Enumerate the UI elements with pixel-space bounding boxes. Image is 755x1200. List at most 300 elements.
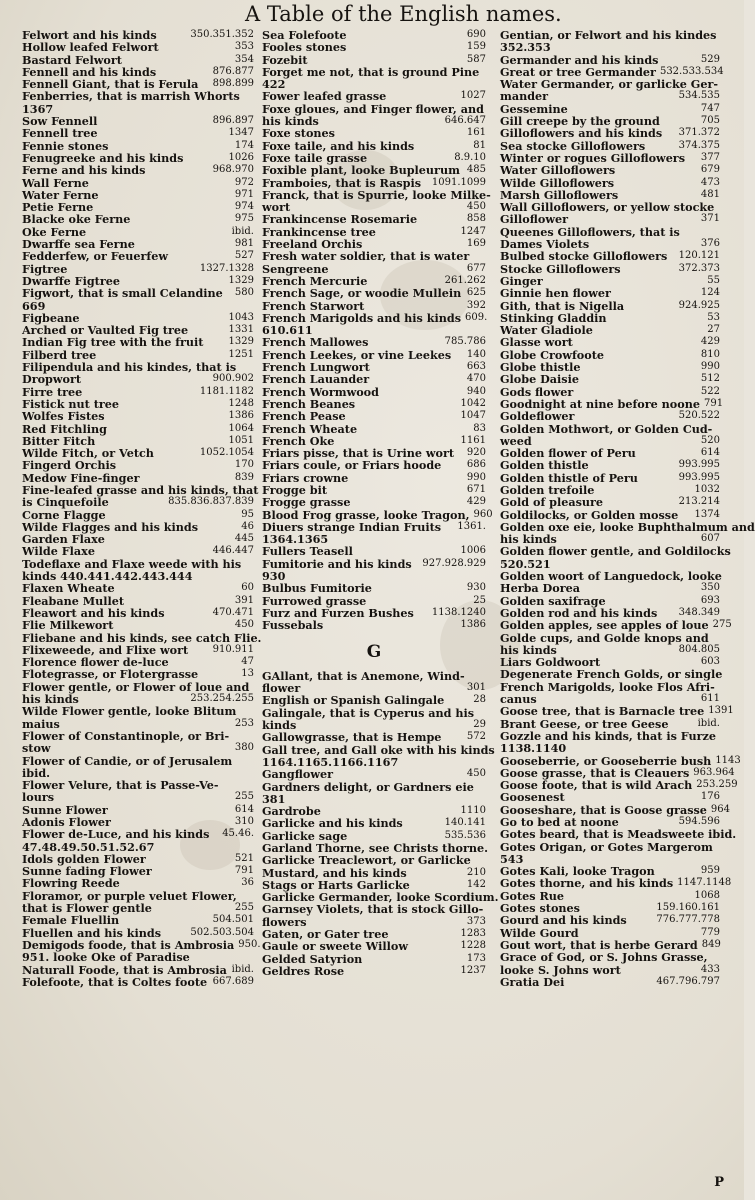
entry-name: Sea Folefoote xyxy=(262,28,347,42)
entry-name: Liars Goldwoort xyxy=(500,655,601,670)
entry-name: 1367 xyxy=(22,101,54,116)
entry-pages: 1006 xyxy=(460,545,486,557)
entry-pages: 747 xyxy=(700,102,720,114)
entry-pages: 930 xyxy=(466,582,486,594)
entry-pages: 776.777.778 xyxy=(656,914,720,926)
entry-pages: 1052.1054 xyxy=(199,447,254,459)
entry-pages: 446.447 xyxy=(212,545,254,557)
entry-name: his kinds xyxy=(22,692,79,707)
index-entry xyxy=(22,619,254,631)
index-entry xyxy=(262,164,486,176)
index-entry xyxy=(500,300,720,312)
entry-pages: 1047 xyxy=(460,410,486,422)
entry-name: Fullers Teasell xyxy=(262,544,353,559)
entry-pages: 504.501 xyxy=(212,914,254,926)
index-column-1 xyxy=(22,28,262,1189)
index-entry xyxy=(22,951,254,963)
entry-pages: 705 xyxy=(700,115,720,127)
entry-name: Mustard, and his kinds xyxy=(262,865,407,880)
entry-pages: 433 xyxy=(700,963,720,975)
entry-pages: 667.689 xyxy=(212,975,254,987)
entry-name: Dames Violets xyxy=(500,237,590,252)
entry-name: kinds 440.441.442.443.444 xyxy=(22,569,193,584)
index-entry xyxy=(262,336,486,348)
entry-name: Medow Fine-finger xyxy=(22,470,140,485)
entry-pages: 350 xyxy=(700,582,720,594)
index-entry xyxy=(22,164,254,176)
entry-name: Gilloflowers and his kinds xyxy=(500,126,663,141)
entry-pages: 990 xyxy=(466,471,486,483)
entry-name: Freeland Orchis xyxy=(262,237,363,252)
entry-pages: 467.796.797 xyxy=(656,975,720,987)
index-entry xyxy=(22,300,254,312)
entry-pages: 993.995 xyxy=(678,471,720,483)
entry-pages: 502.503.504 xyxy=(190,926,254,938)
entry-name: Golden flower of Peru xyxy=(500,446,636,461)
entry-pages: 609. xyxy=(465,311,488,323)
entry-name: Blood Frog grasse, looke Tragon, xyxy=(262,507,470,522)
index-entry xyxy=(262,558,486,570)
entry-name: Fumitorie and his kinds xyxy=(262,556,412,571)
entry-name: flower xyxy=(262,681,301,696)
entry-pages: 614 xyxy=(700,447,720,459)
entry-pages: 140.141 xyxy=(444,817,486,829)
entry-name: weed xyxy=(500,433,532,448)
entry-name: Fower leafed grasse xyxy=(262,89,387,104)
entry-name: Gardners delight, or Gardners eie xyxy=(262,779,474,794)
entry-name: Friars pisse, that is Urine wort xyxy=(262,446,455,461)
entry-name: Glasse wort xyxy=(500,335,573,350)
entry-name: French Mercurie xyxy=(262,273,368,288)
entry-name: Gout wort, that is herbe Gerard xyxy=(500,937,698,952)
entry-name: Garlicke Germander, looke Scordium. xyxy=(262,890,499,905)
entry-name: Dwarffe Figtree xyxy=(22,273,120,288)
index-entry xyxy=(500,250,720,262)
index-entry xyxy=(262,287,486,299)
entry-name: Filipendula and his kindes, that is xyxy=(22,360,237,375)
entry-name: wort xyxy=(262,200,291,215)
entry-name: Golden thistle of Peru xyxy=(500,470,638,485)
entry-pages: 253.259 xyxy=(696,779,738,791)
index-entry xyxy=(500,459,720,471)
entry-name: Folefoote, that is Coltes foote xyxy=(22,974,208,989)
entry-name: French Lungwort xyxy=(262,360,370,375)
entry-name: Frogge grasse xyxy=(262,495,351,510)
index-entry xyxy=(262,694,486,706)
entry-name: Goodnight at nine before noone xyxy=(500,396,700,411)
entry-name: Figbeane xyxy=(22,310,80,325)
index-entry xyxy=(22,828,254,840)
entry-name: Gotes stones xyxy=(500,901,580,916)
index-entry xyxy=(500,753,741,768)
entry-pages: 55 xyxy=(707,274,720,286)
entry-name: Geldres Rose xyxy=(262,963,345,978)
entry-pages: 535.536 xyxy=(444,829,486,841)
entry-name: Fliebane and his kinds, see catch Flie. xyxy=(22,630,262,645)
entry-name: Goldeflower xyxy=(500,409,575,424)
entry-name: French Wheate xyxy=(262,421,358,436)
index-entry xyxy=(22,287,254,299)
entry-pages: 95 xyxy=(241,508,254,520)
entry-pages: 614 xyxy=(234,803,254,815)
entry-name: Foxe taile grasse xyxy=(262,150,368,165)
entry-name: Globe Daisie xyxy=(500,372,579,387)
entry-pages: 924.925 xyxy=(678,299,720,311)
entry-pages: 174 xyxy=(234,139,254,151)
entry-name: Bastard Felwort xyxy=(22,52,122,67)
index-entry xyxy=(500,841,720,853)
index-entry xyxy=(262,496,486,508)
entry-name: Floramor, or purple veluet Flower, xyxy=(22,888,237,903)
entry-name: Female Fluellin xyxy=(22,913,120,928)
entry-pages: 520.522 xyxy=(678,410,720,422)
entry-name: French Lauander xyxy=(262,372,370,387)
entry-pages: 785.786 xyxy=(444,336,486,348)
entry-name: Fleabane Mullet xyxy=(22,593,125,608)
entry-name: Goosenest xyxy=(500,790,565,805)
entry-name: Frankincense Rosemarie xyxy=(262,212,418,227)
index-entry xyxy=(22,496,254,508)
entry-pages: 473 xyxy=(700,176,720,188)
entry-name: Gangflower xyxy=(262,767,333,782)
entry-name: 669 xyxy=(22,298,46,313)
entry-name: Water Ferne xyxy=(22,187,99,202)
entry-pages: 900.902 xyxy=(212,373,254,385)
entry-pages: 261.262 xyxy=(444,274,486,286)
entry-pages: 1251 xyxy=(228,348,254,360)
entry-name: Flie Milkewort xyxy=(22,618,114,633)
index-entry xyxy=(262,545,486,557)
entry-pages: 963.964 xyxy=(693,766,735,778)
entry-name: Dwarffe sea Ferne xyxy=(22,237,135,252)
entry-name: Golden Mothwort, or Golden Cud- xyxy=(500,421,713,436)
entry-name: Golden oxe eie, looke Buphthalmum and xyxy=(500,519,755,534)
entry-pages: 974 xyxy=(234,201,254,213)
entry-pages: 348.349 xyxy=(678,606,720,618)
index-entry xyxy=(22,41,254,53)
entry-pages: 429 xyxy=(466,496,486,508)
entry-name: maius xyxy=(22,716,60,731)
index-entry xyxy=(262,768,486,780)
entry-pages: 607 xyxy=(700,533,720,545)
entry-name: Foxe stones xyxy=(262,126,335,141)
index-entry xyxy=(22,177,254,189)
entry-name: Gotes Origan, or Gotes Margerom xyxy=(500,839,713,854)
index-entry xyxy=(262,177,486,189)
entry-name: Wall Ferne xyxy=(22,175,89,190)
entry-name: 422 xyxy=(262,77,286,92)
entry-pages: 1327.1328 xyxy=(199,262,254,274)
entry-pages: 858 xyxy=(466,213,486,225)
entry-pages: 1064 xyxy=(228,422,254,434)
entry-name: Figwort, that is small Celandine xyxy=(22,286,223,301)
entry-pages: 572 xyxy=(466,731,486,743)
entry-name: Foxe gloues, and Finger flower, and xyxy=(262,101,484,116)
entry-name: Fennie stones xyxy=(22,138,109,153)
index-entry xyxy=(500,742,720,754)
entry-name: Sunne fading Flower xyxy=(22,864,152,879)
entry-name: Bitter Fitch xyxy=(22,433,96,448)
entry-pages: 1347 xyxy=(228,127,254,139)
entry-pages: 810 xyxy=(700,348,720,360)
entry-name: Diuers strange Indian Fruits xyxy=(262,519,442,534)
entry-pages: 120.121 xyxy=(678,250,720,262)
entry-pages: 253.254.255 xyxy=(190,693,254,705)
entry-name: French Oke xyxy=(262,433,335,448)
index-entry xyxy=(500,632,720,644)
index-entry xyxy=(262,187,491,202)
entry-pages: 470 xyxy=(466,373,486,385)
page-title: A Table of the English names. xyxy=(245,2,562,26)
entry-name: Stags or Harts Garlicke xyxy=(262,877,410,892)
entry-pages: 445 xyxy=(234,533,254,545)
entry-pages: 690 xyxy=(466,29,486,40)
entry-pages: 587 xyxy=(466,53,486,65)
entry-name: Florence flower de-luce xyxy=(22,655,169,670)
index-entry xyxy=(262,459,486,471)
entry-name: Red Fitchling xyxy=(22,421,107,436)
entry-name: Felwort and his kinds xyxy=(22,28,157,42)
entry-pages: 350.351.352 xyxy=(190,29,254,40)
entry-name: 520.521 xyxy=(500,556,551,571)
index-entry xyxy=(500,582,720,594)
entry-name: Golden apples, see apples of loue xyxy=(500,618,709,633)
entry-pages: 527 xyxy=(234,250,254,262)
index-entry xyxy=(22,877,254,889)
entry-name: his kinds xyxy=(500,532,557,547)
entry-pages: 1032 xyxy=(694,483,720,495)
entry-name: Gardrobe xyxy=(262,804,321,819)
entry-name: his kinds xyxy=(500,642,557,657)
entry-name: is Cinquefoile xyxy=(22,495,109,510)
entry-name: French Pease xyxy=(262,409,346,424)
entry-name: Goose tree, that is Barnacle tree xyxy=(500,704,705,719)
entry-pages: 60 xyxy=(241,582,254,594)
entry-name: Golden trefoile xyxy=(500,482,595,497)
index-entry xyxy=(500,423,720,435)
entry-pages: 679 xyxy=(700,164,720,176)
index-entry xyxy=(262,582,486,594)
entry-pages: 625 xyxy=(466,287,486,299)
entry-name: Demigods foode, that is Ambrosia xyxy=(22,937,235,952)
index-entry xyxy=(22,213,254,225)
entry-name: lours xyxy=(22,790,55,805)
index-entry xyxy=(22,730,254,742)
entry-pages: 1043 xyxy=(228,311,254,323)
entry-name: Gourd and his kinds xyxy=(500,913,627,928)
entry-name: Garden Flaxe xyxy=(22,532,105,547)
entry-pages: 371 xyxy=(700,213,720,225)
index-entry xyxy=(22,705,254,717)
entry-pages: 693 xyxy=(700,594,720,606)
entry-pages: 898.899 xyxy=(212,78,254,90)
index-entry xyxy=(262,781,486,793)
entry-pages: 124 xyxy=(700,287,720,299)
entry-pages: 975 xyxy=(234,213,254,225)
index-entry xyxy=(22,742,254,754)
entry-name: Gall tree, and Gall oke with his kinds xyxy=(262,742,495,757)
entry-name: Water Gladiole xyxy=(500,323,593,338)
entry-pages: 671 xyxy=(466,483,486,495)
index-entry xyxy=(22,90,254,102)
entry-pages: 470.471 xyxy=(212,606,254,618)
entry-name: Dropwort xyxy=(22,372,82,387)
entry-pages: 1138.1240 xyxy=(431,606,486,618)
entry-name: Oke Ferne xyxy=(22,224,87,239)
entry-name: Go to bed at noone xyxy=(500,815,619,829)
entry-pages: 981 xyxy=(234,238,254,250)
entry-pages: 779 xyxy=(700,926,720,938)
entry-name: Gilloflower xyxy=(500,212,569,227)
page-signature-mark: P xyxy=(714,1175,724,1190)
entry-pages: 275 xyxy=(712,619,732,631)
entry-name: Gotes Rue xyxy=(500,888,565,903)
index-entry xyxy=(22,336,254,348)
entry-name: Garlicke sage xyxy=(262,828,348,843)
index-entry xyxy=(500,164,720,176)
entry-pages: 159.160.161 xyxy=(656,902,720,914)
entry-name: Blacke oke Ferne xyxy=(22,212,131,227)
entry-name: Wilde Flaxe xyxy=(22,544,95,559)
entry-name: Filberd tree xyxy=(22,347,97,362)
entry-pages: 971 xyxy=(234,188,254,200)
entry-pages: 964 xyxy=(710,803,730,815)
entry-pages: 972 xyxy=(234,176,254,188)
entry-pages: 169 xyxy=(466,238,486,250)
index-entry xyxy=(500,791,720,803)
entry-name: French Starwort xyxy=(262,298,365,313)
entry-pages: 142 xyxy=(466,878,486,890)
entry-pages: ibid. xyxy=(697,717,720,729)
entry-name: Garland Thorne, see Christs thorne. xyxy=(262,841,488,855)
entry-pages: 1051 xyxy=(228,434,254,446)
entry-name: Wolfes Fistes xyxy=(22,409,105,424)
entry-pages: 1331 xyxy=(228,324,254,336)
index-entry xyxy=(500,287,720,299)
entry-name: 1364.1365 xyxy=(262,532,329,547)
entry-pages: 1361. xyxy=(457,520,486,532)
entry-name: Gelded Satyrion xyxy=(262,951,363,966)
index-entry xyxy=(500,496,720,508)
entry-name: Naturall Foode, that is Ambrosia xyxy=(22,962,227,977)
index-column-3 xyxy=(500,28,755,1189)
entry-pages: 170 xyxy=(234,459,254,471)
entry-name: Globe Crowfoote xyxy=(500,347,605,362)
index-entry xyxy=(22,630,262,645)
entry-pages: 354 xyxy=(234,53,254,65)
index-entry xyxy=(500,127,720,139)
entry-name: his kinds xyxy=(262,114,319,129)
index-entry xyxy=(500,876,732,891)
entry-name: Friars crowne xyxy=(262,470,349,485)
entry-name: Fresh water soldier, that is water xyxy=(262,249,470,264)
entry-name: Great or tree Germander xyxy=(500,64,656,79)
entry-name: Gallowgrasse, that is Hempe xyxy=(262,730,442,745)
index-entry xyxy=(22,582,254,594)
entry-name: French Marigolds, looke Flos Afri- xyxy=(500,679,715,694)
entry-name: Gessemine xyxy=(500,101,568,116)
entry-name: Foxible plant, looke Bupleurum xyxy=(262,163,460,178)
entry-pages: 13 xyxy=(241,668,254,680)
entry-name: flowers xyxy=(262,914,307,929)
index-entry xyxy=(262,213,486,225)
entry-name: 1164.1165.1166.1167 xyxy=(262,754,399,769)
index-entry xyxy=(262,373,486,385)
entry-pages: 580 xyxy=(234,287,254,299)
entry-name: 930 xyxy=(262,569,286,584)
index-entry xyxy=(500,213,720,225)
entry-name: Adonis Flower xyxy=(22,815,111,829)
index-entry xyxy=(22,410,254,422)
entry-name: Garlicke and his kinds xyxy=(262,816,403,831)
entry-pages: 373 xyxy=(466,915,486,927)
entry-pages: 28 xyxy=(473,694,486,706)
entry-name: Golden flower gentle, and Goldilocks xyxy=(500,544,731,559)
index-entry xyxy=(22,755,254,767)
entry-name: Stocke Gilloflowers xyxy=(500,261,621,276)
index-entry xyxy=(262,127,486,139)
index-entry xyxy=(22,373,254,385)
index-entry xyxy=(500,618,732,633)
entry-pages: 677 xyxy=(466,262,486,274)
entry-name: Foxe taile, and his kinds xyxy=(262,138,415,153)
entry-name: French Mallowes xyxy=(262,335,369,350)
entry-name: Gods flower xyxy=(500,384,574,399)
entry-pages: 1027 xyxy=(460,90,486,102)
entry-name: Bulbus Fumitorie xyxy=(262,581,372,596)
index-entry xyxy=(22,791,254,803)
entry-pages: 594.596 xyxy=(678,816,720,827)
entry-pages: 1247 xyxy=(460,225,486,237)
entry-pages: 301 xyxy=(466,682,486,694)
index-entry xyxy=(500,704,734,719)
index-column-2 xyxy=(262,28,499,1189)
entry-pages: 374.375 xyxy=(678,139,720,151)
index-entry xyxy=(22,127,254,139)
entry-name: 543 xyxy=(500,851,524,866)
entry-name: looke S. Johns wort xyxy=(500,962,621,977)
index-entry xyxy=(22,779,254,791)
entry-pages: 450 xyxy=(234,619,254,631)
entry-name: French Leekes, or vine Leekes xyxy=(262,347,452,362)
entry-name: French Sage, or woodie Mullein xyxy=(262,286,462,301)
entry-pages: 960 xyxy=(473,508,493,520)
entry-pages: 1091.1099 xyxy=(431,176,486,188)
entry-name: Marsh Gilloflowers xyxy=(500,187,619,202)
entry-name: Wilde Fitch, or Vetch xyxy=(22,446,154,461)
entry-pages: 1374 xyxy=(694,508,720,520)
entry-pages: 910.911 xyxy=(212,643,254,655)
entry-name: Hollow leafed Felwort xyxy=(22,40,159,55)
entry-name: Gentian, or Felwort and his kindes xyxy=(500,28,717,42)
entry-name: Stinking Gladdin xyxy=(500,310,607,325)
entry-name: Gotes beard, that is Meadsweete ibid. xyxy=(500,827,737,842)
entry-name: Flower of Candie, or of Jerusalem xyxy=(22,753,233,768)
entry-pages: 1329 xyxy=(228,274,254,286)
entry-name: stow xyxy=(22,741,51,756)
index-entry xyxy=(262,90,486,102)
entry-name: Todeflaxe and Flaxe weede with his xyxy=(22,556,242,571)
entry-name: Fistick nut tree xyxy=(22,396,119,411)
entry-name: Herba Dorea xyxy=(500,581,580,596)
index-entry xyxy=(500,410,720,422)
entry-pages: 920 xyxy=(466,447,486,459)
entry-pages: 47 xyxy=(241,656,254,668)
entry-name: Sow Fennell xyxy=(22,114,98,129)
entry-pages: 1161 xyxy=(460,434,486,446)
index-entry xyxy=(22,250,254,262)
entry-name: 352.353 xyxy=(500,40,551,55)
